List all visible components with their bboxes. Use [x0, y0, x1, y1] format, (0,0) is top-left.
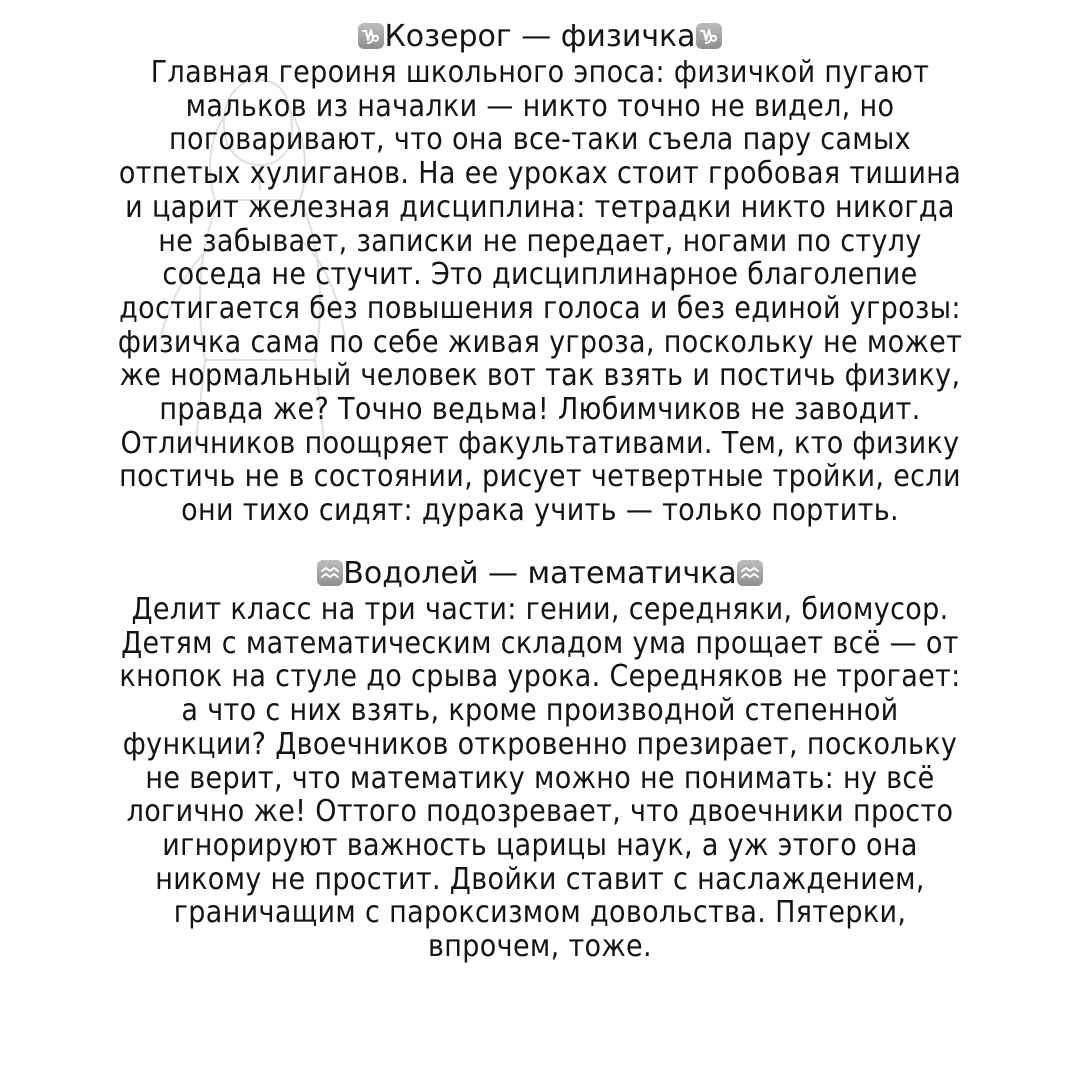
paragraph-line: Детям с математическим складом ума прощает всё — от	[121, 625, 959, 661]
paragraph-line: логично же! Оттого подозревает, что двоечники просто	[126, 794, 954, 830]
paragraph-line: не забывает, записки не передает, ногами по стулу	[158, 223, 922, 259]
paragraph-line: Главная героиня школьного эпоса: физичкой пугают	[150, 55, 930, 90]
section-heading	[40, 18, 1040, 56]
paragraph-line: же нормальный человек вот так взять и постичь физику,	[119, 358, 961, 394]
section-heading	[40, 555, 1040, 593]
paragraph-line: правда же? Точно ведьма! Любимчиков не заводит.	[159, 392, 921, 428]
paragraph-line: поговаривают, что она все-таки съела пару самых	[169, 122, 911, 158]
paragraph-line: Делит класс на три части: гении, середняки, биомусор.	[131, 592, 949, 627]
paragraph-line: не верит, что математику можно не понимать: ну всё	[145, 760, 935, 796]
paragraph-line: достигается без повышения голоса и без единой угрозы:	[119, 290, 961, 326]
paragraph-line: физичка сама по себе живая угроза, поскольку не может	[117, 324, 963, 360]
paragraph-line: граничащим с пароксизмом довольства. Пятерки,	[173, 895, 907, 931]
paragraph-line: функции? Двоечников откровенно презирает, поскольку	[122, 726, 958, 762]
section-title: Козерог — физичка	[384, 19, 696, 54]
aquarius-sign-icon	[317, 560, 343, 586]
section-title: Водолей — математичка	[343, 556, 737, 591]
paragraph-line: мальков из началки — никто точно не видел, но	[185, 88, 895, 124]
paragraph-line: никому не простит. Двойки ставит с наслаждением,	[155, 861, 925, 897]
paragraph-line: а что с них взять, кроме производной степенной	[181, 693, 899, 729]
paragraph-line: соседа не стучит. Это дисциплинарное благолепие	[162, 257, 918, 293]
capricorn-sign-icon	[696, 23, 722, 49]
paragraph-line: Отличников поощряет факультативами. Тем, кто физику	[120, 425, 960, 461]
paragraph-line: кнопок на стуле до срыва урока. Середняков не трогает:	[119, 659, 961, 695]
capricorn-section	[40, 18, 1040, 528]
aquarius-sign-icon	[737, 560, 763, 586]
aquarius-section	[40, 555, 1040, 964]
capricorn-sign-icon	[358, 23, 384, 49]
paragraph-line: они тихо сидят: дурака учить — только портить.	[181, 493, 899, 529]
paragraph-line: впрочем, тоже.	[428, 929, 652, 965]
paragraph-line: отпетых хулиганов. На ее уроках стоит гробовая тишина	[118, 156, 962, 192]
paragraph-line: игнорируют важность царицы наук, а уж этого она	[162, 827, 918, 863]
paragraph-line: постичь не в состоянии, рисует четвертные тройки, если	[119, 459, 961, 495]
paragraph-line: и царит железная дисциплина: тетрадки никто никогда	[125, 189, 955, 225]
